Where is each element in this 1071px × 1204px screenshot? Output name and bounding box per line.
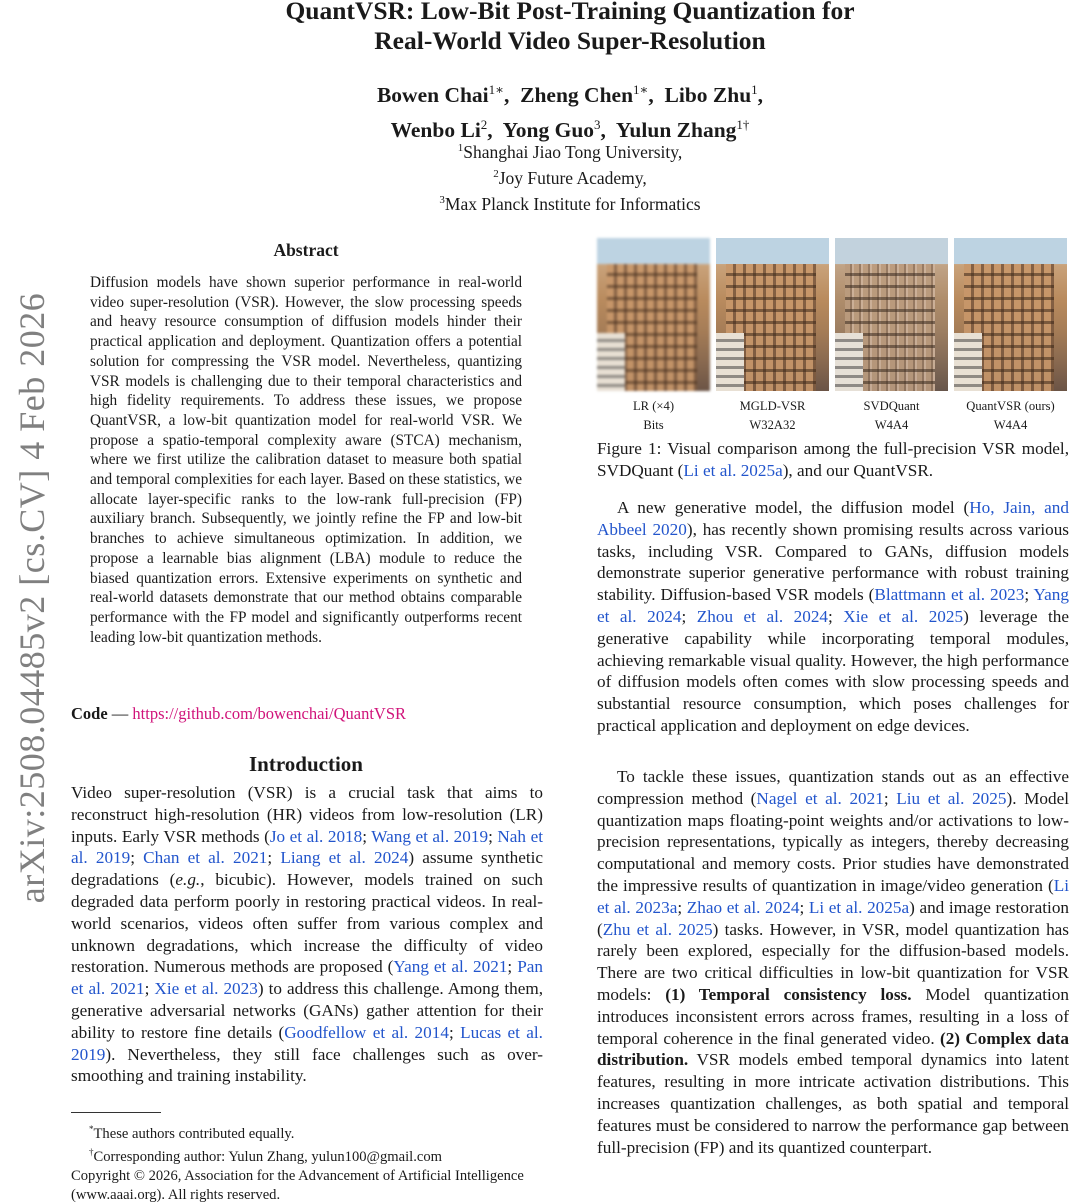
bits-label: Bits [643,418,664,432]
author: Bowen Chai [376,83,489,108]
image-svdquant [835,238,948,391]
citation-link[interactable]: Yang et al. 2024 [597,585,1069,626]
author: Yulun Zhang [615,118,737,143]
affiliations [180,137,960,214]
citation-link[interactable]: Zhou et al. 2024 [696,606,829,626]
paper-title [180,0,960,56]
paragraph-quantization: To tackle these issues, quantization stands out as an effective compression method (Nagel et al. 2021; Liu et al. 2025). Model quantization maps floating-point weights and/or activations to low-precision representations, typically as integers, thereby decreasing computational and memory costs. Prior studies have demonstrated the impressive results of quantization in image/video generation (Li et al. 2023a; Zhao et al. 2024; Li et al. 2025a) and image restoration (Zhu et al. 2025) tasks. However, in VSR, model quantization has rarely been explored, especially for the diffusion-based models. There are two critical difficulties in low-bit quantization for VSR models: (1) Temporal consistency loss. Model quantization introduces inconsistent errors across frames, resulting in a loss of temporal coherence in the final generated video. (2) Complex data distribution. VSR models embed temporal dynamics into latent features, resulting in more intricate activation distributions. This increases quantization challenges, as both spatial and temporal features must be considered to narrow the performance gap between full-precision (FP) and its quantized counterpart. [597,767,1070,1157]
code-label: Code [71,704,108,723]
figure-1 [597,238,1069,482]
citation-link[interactable]: Jo et al. 2018 [269,826,363,846]
footnote-equal-contribution: *These authors contributed equally. [89,1124,295,1142]
abstract-text: Diffusion models have shown superior performance in real-world video super-resolution (VSR). However, the slow processing speeds and heavy resource consumption of diffusion models hinder their practical application and deployment. Quantization offers a potential solution for compressing the VSR model. Nevertheless, quantizing VSR models is challenging due to their temporal characteristics and high fidelity requirements. To address these issues, we propose QuantVSR, a low-bit quantization model for real-world VSR. We propose a spatio-temporal complexity aware (STCA) mechanism, where we first utilize the calibration dataset to measure both spatial and temporal complexities for each layer. Based on these statistics, we allocate layer-specific ranks to the low-rank full-precision (FP) auxiliary branch. Subsequently, we jointly refine the FP and low-bit branches to achieve simultaneous optimization. In addition, we propose a learnable bias alignment (LBA) module to reduce the biased quantization errors. Extensive experiments on synthetic and real-world datasets demonstrate that our method obtains comparable performance with the FP model and significantly outperforms recent leading low-bit quantization methods. [90,274,522,646]
figure-images [597,238,1069,391]
code-line: Code — https://github.com/bowenchai/QuantVSR [71,704,407,723]
citation-link[interactable]: Chan et al. 2021 [143,848,268,868]
author-list: Bowen Chai$^{1∗}$, Zheng Chen$^{1∗}$, Libo Zhu$^1$, Wenbo Li$^2$, Yong Guo$^3$, Yulun Zhang$^{1\dagger}$ [376,82,764,143]
citation-link[interactable]: Xie et al. 2025 [843,606,964,626]
citation-link[interactable]: Nagel et al. 2021 [756,788,884,808]
author: Yong Guo [502,118,595,143]
section-heading-introduction: Introduction [249,752,363,776]
author-sup: 1 [751,82,758,97]
citation-link[interactable]: Ho, Jain, and Abbeel 2020 [597,498,1069,539]
citation-link[interactable]: Wang et al. 2019 [371,826,489,846]
author-sup: 2 [480,117,488,133]
author: Libo Zhu [664,83,752,108]
bits-label: W4A4 [874,418,909,432]
footnotes [71,1120,543,1204]
method-label: SVDQuant [863,399,920,413]
citation-link[interactable]: Blattmann et al. 2023 [874,585,1025,605]
citation-link[interactable]: Goodfellow et al. 2014 [284,1022,449,1042]
method-label: QuantVSR (ours) [966,399,1055,413]
affiliation: $^1$Shanghai Jiao Tong University, [457,141,683,162]
paragraph-diffusion: A new generative model, the diffusion model (Ho, Jain, and Abbeel 2020), has recently shown promising results across various tasks, including VSR. Compared to GANs, diffusion models demonstrate superior generative performance with robust training stability. Diffusion-based VSR models (Blattmann et al. 2023; Yang et al. 2024; Zhou et al. 2024; Xie et al. 2025) leverage the generative capability while incorporating temporal modules, achieving remarkable visual quality. However, the high performance of diffusion models often comes with slow processing speeds and substantial resource consumption, which poses challenges for practical application and deployment on edge devices. [597,498,1070,735]
citation-link[interactable]: Lucas et al. 2019 [71,1022,543,1064]
citation-link[interactable]: Li et al. 2023a [597,875,1069,917]
affiliation: $^3$Max Planck Institute for Informatics [439,193,701,214]
citation-link[interactable]: Zhu et al. 2025 [602,919,713,939]
image-mgld-vsr [716,238,829,391]
footnote-rule [71,1112,161,1113]
citation-link[interactable]: Liu et al. 2025 [896,788,1007,808]
citation-link[interactable]: Xie et al. 2023 [154,979,258,999]
citation-link[interactable]: Liang et al. 2024 [280,848,409,868]
intro-paragraph: Video super-resolution (VSR) is a crucial task that aims to reconstruct high-resolution (HR) videos from low-resolution (LR) inputs. Early VSR methods (Jo et al. 2018; Wang et al. 2019; Nah et al. 2019; Chan et al. 2021; Liang et al. 2024) assume synthetic degradations (e.g., bicubic). However, models trained on such degraded data perform poorly in restoring practical videos. In real-world scenarios, videos often suffer from various complex and unknown degradations, which increase the difficulty of video restoration. Numerous methods are proposed (Yang et al. 2021; Pan et al. 2021; Xie et al. 2023) to address this challenge. Among them, generative adversarial networks (GANs) gather attention for their ability to restore fine details (Goodfellow et al. 2014; Lucas et al. 2019). Nevertheless, they still face challenges such as over-smoothing and training instability. [71,783,544,1086]
abstract-heading: Abstract [273,240,339,260]
arxiv-identifier: arXiv:2508.04485v2 [cs.CV] 4 Feb 2026 [12,292,52,904]
author: Zheng Chen [520,83,634,108]
image-quantvsr [954,238,1067,391]
footnote-corresponding-author: †Corresponding author: Yulun Zhang, yulun100@gmail.com [89,1147,443,1166]
method-label: MGLD-VSR [739,399,806,413]
author: Wenbo Li [390,118,481,143]
citation-link[interactable]: Yang et al. 2021 [393,957,508,977]
citation-link[interactable]: Zhao et al. 2024 [686,897,800,917]
citation-link[interactable]: Li et al. 2025a [683,460,783,480]
code-link[interactable]: https://github.com/bowenchai/QuantVSR [132,704,407,723]
author-sup: 3 [594,117,601,133]
title-line-1: QuantVSR: Low-Bit Post-Training Quantization for [285,0,855,25]
method-label: LR (×4) [632,399,675,413]
citation-link[interactable]: Nah et al. 2019 [71,826,543,868]
figure-caption: Figure 1: Visual comparison among the full-precision VSR model, SVDQuant (Li et al. 2025a), and our QuantVSR. [597,439,1070,480]
author-sup: 1∗ [488,82,504,97]
bits-label: W4A4 [993,418,1028,432]
citation-link[interactable]: Pan et al. 2021 [71,957,543,999]
copyright-notice: Copyright © 2026, Association for the Advancement of Artificial Intelligence (www.aaai.org). All rights reserved. [71,1167,524,1203]
citation-link[interactable]: Li et al. 2025a [808,897,910,917]
bits-label: W32A32 [749,418,796,432]
title-line-2: Real-World Video Super-Resolution [374,26,766,55]
author-sup: 1† [736,117,750,133]
author-sup: 1∗ [633,82,649,97]
affiliation: $^2$Joy Future Academy, [493,167,647,188]
image-lr [597,238,710,391]
figure-labels [597,397,1069,435]
